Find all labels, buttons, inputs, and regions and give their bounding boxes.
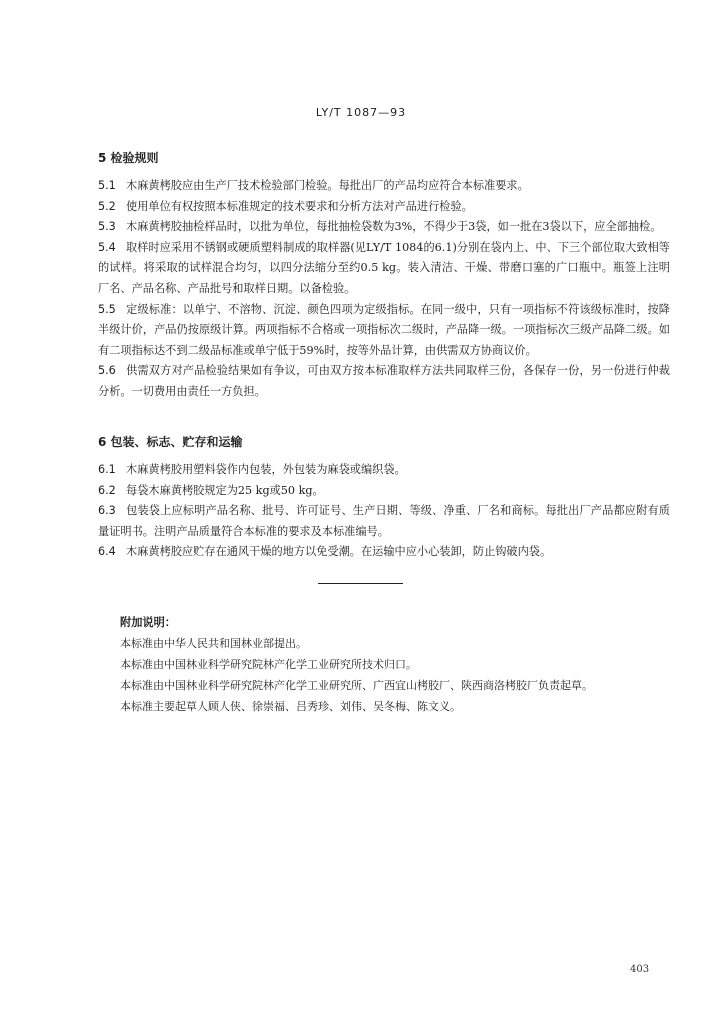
clause-5-5: 5.5 定级标准：以单宁、不溶物、沉淀、颜色四项为定级指标。在同一级中，只有一项指标不符该级标准时，按降半级计价，产品仍按原级计算。两项指标不合格或一项指标次二级时，产品降一级。一项指标次三级产品降二级。如有二项指标达不到二级品标准或单宁低于59%时，按等外品计算，由供需双方协商议价。	[98, 302, 670, 357]
clause-6-3: 6.3 包装袋上应标明产品名称、批号、许可证号、生产日期、等级、净重、厂名和商标。每批出厂产品都应附有质量证明书。注明产品质量符合本标准的要求及本标准编号。	[98, 504, 670, 538]
section-6-title: 6 包装、标志、贮存和运输	[98, 435, 243, 449]
section-inspection-rules	[98, 148, 670, 403]
note-line: 本标准由中国林业科学研究院林产化学工业研究所技术归口。	[120, 658, 417, 671]
clause-5-2: 5.2 使用单位有权按照本标准规定的技术要求和分析方法对产品进行检验。	[98, 199, 473, 213]
section-5-title: 5 检验规则	[98, 151, 159, 165]
clause-6-4: 6.4 木麻黄栲胶应贮存在通风干燥的地方以免受潮。在运输中应小心装卸，防止钩破内袋。	[98, 545, 552, 559]
clause-6-1: 6.1 木麻黄栲胶用塑料袋作内包装，外包装为麻袋或编织袋。	[98, 463, 406, 476]
notes-title: 附加说明：	[120, 616, 176, 629]
clause-5-1: 5.1 木麻黄栲胶应由生产厂技术检验部门检验。每批出厂的产品均应符合本标准要求。	[98, 179, 529, 192]
clause-5-6: 5.6 供需双方对产品检验结果如有争议，可由双方按本标准取样方法共同取样三份，各保存一份，另一份进行仲裁分析。一切费用由责任一方负担。	[98, 364, 670, 398]
clause-6-2: 6.2 每袋木麻黄栲胶规定为25 kg或50 kg。	[98, 483, 324, 497]
clause-5-3: 5.3 木麻黄栲胶抽检样品时，以批为单位，每批抽检袋数为3%，不得少于3袋，如一批在3袋以下，应全部抽检。	[98, 220, 662, 234]
standard-code-header: LY/T 1087—93	[315, 106, 407, 119]
note-line: 本标准由中华人民共和国林业部提出。	[120, 637, 307, 650]
additional-notes	[120, 613, 680, 717]
section-packaging	[98, 432, 670, 563]
page-number: 403	[630, 964, 650, 975]
note-line: 本标准由中国林业科学研究院林产化学工业研究所、广西宜山栲胶厂、陕西商洛栲胶厂负责起草。	[120, 679, 593, 692]
note-line: 本标准主要起草人顾人侠、徐崇福、吕秀珍、刘伟、吴冬梅、陈文义。	[120, 700, 461, 713]
section-divider	[318, 583, 403, 584]
clause-5-4: 5.4 取样时应采用不锈钢或硬质塑料制成的取样器(见LY/T 1084的6.1)分别在袋内上、中、下三个部位取大致相等的试样。将采取的试样混合均匀，以四分法缩分至约0.5 kg。装入清洁、干燥、带磨口塞的广口瓶中。瓶签上注明厂名、产品名称、产品批号和取样日期。以备检验。	[98, 240, 670, 295]
